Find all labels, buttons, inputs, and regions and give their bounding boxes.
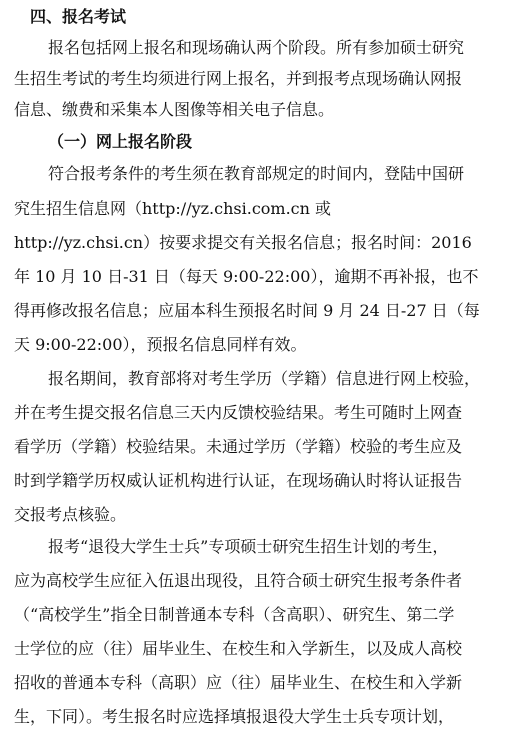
- para2-line-1: 报名期间，教育部将对考生学历（学籍）信息进行网上校验，: [48, 369, 481, 388]
- para1-line-1: 符合报考条件的考生须在教育部规定的时间内，登陆中国研: [48, 164, 465, 183]
- para2-line-2: 并在考生提交报名信息三天内反馈校验结果。考生可随时上网查: [14, 403, 463, 422]
- para1-line-4: 年 10 月 10 日-31 日（每天 9:00-22:00），逾期不再补报，也不: [14, 267, 479, 286]
- para3-line-4: 士学位的应（往）届毕业生、在校生和入学新生，以及成人高校: [14, 639, 463, 658]
- para2-line-3: 看学历（学籍）校验结果。未通过学历（学籍）校验的考生应及: [14, 437, 463, 456]
- para2-line-5: 交报考点核验。: [14, 505, 127, 524]
- para3-line-3: （“高校学生”指全日制普通本专科（含高职）、研究生、第二学: [14, 605, 455, 624]
- intro-line-3: 信息、缴费和采集本人图像等相关电子信息。: [14, 100, 335, 119]
- para1-line-2: 究生招生信息网（http://yz.chsi.com.cn 或: [14, 199, 332, 218]
- intro-line-1: 报名包括网上报名和现场确认两个阶段。所有参加硕士研究: [48, 38, 465, 57]
- para1-line-3: http://yz.chsi.cn）按要求提交有关报名信息；报名时间：2016: [14, 233, 472, 252]
- para3-line-5: 招收的普通本专科（高职）应（往）届毕业生、在校生和入学新: [14, 673, 463, 692]
- para2-line-4: 时到学籍学历权威认证机构进行认证，在现场确认时将认证报告: [14, 471, 463, 490]
- para3-line-6: 生，下同）。考生报名时应选择填报退役大学生士兵专项计划，: [14, 707, 455, 726]
- para1-line-6: 天 9:00-22:00），预报名信息同样有效。: [14, 335, 307, 354]
- intro-line-2: 生招生考试的考生均须进行网上报名，并到报考点现场确认网报: [14, 69, 463, 88]
- para3-line-1: 报考“退役大学生士兵”专项硕士研究生招生计划的考生，: [48, 537, 449, 556]
- para1-line-5: 得再修改报名信息；应届本科生预报名时间 9 月 24 日-27 日（每: [14, 301, 480, 320]
- subheading: （一）网上报名阶段: [48, 132, 193, 151]
- section-heading: 四、报名考试: [30, 7, 127, 26]
- para3-line-2: 应为高校学生应征入伍退出现役，且符合硕士研究生报考条件者: [14, 571, 463, 590]
